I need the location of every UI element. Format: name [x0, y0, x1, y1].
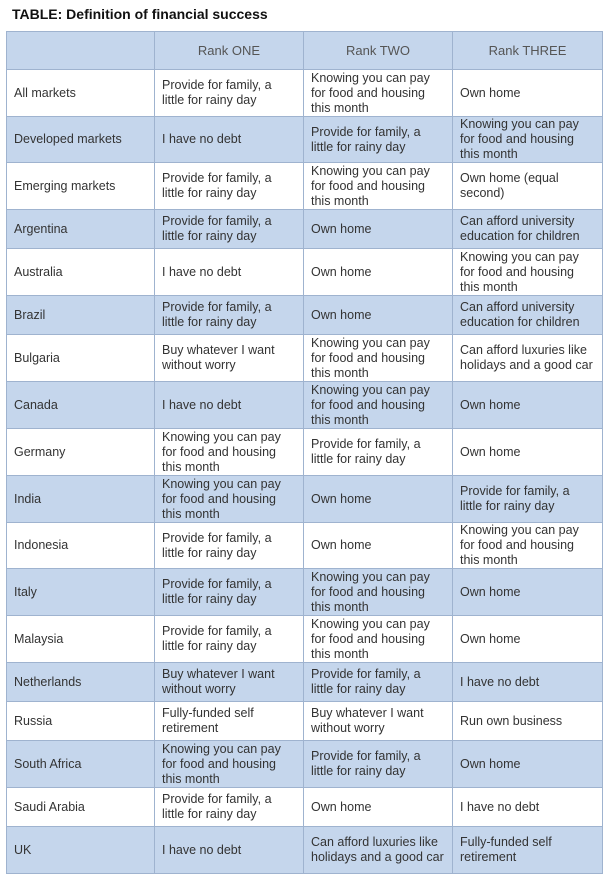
table-row [7, 382, 603, 429]
rank-three-cell: Own home [453, 382, 603, 429]
rank-one-cell: Knowing you can pay for food and housing this month [155, 476, 304, 523]
rank-two-cell: Knowing you can pay for food and housing this month [304, 70, 453, 117]
rank-three-cell: Fully-funded self retirement [453, 827, 603, 874]
rank-three-cell: Knowing you can pay for food and housing this month [453, 523, 603, 569]
table-row [7, 249, 603, 296]
table-row [7, 702, 603, 741]
table-row [7, 663, 603, 702]
rank-two-cell: Buy whatever I want without worry [304, 702, 453, 741]
column-header-rank-one: Rank ONE [155, 32, 304, 70]
rank-one-cell: I have no debt [155, 117, 304, 163]
market-cell: Saudi Arabia [7, 788, 155, 827]
rank-one-cell: Buy whatever I want without worry [155, 663, 304, 702]
rank-two-cell: Own home [304, 788, 453, 827]
table-body [7, 70, 603, 874]
market-cell: All markets [7, 70, 155, 117]
column-header-rank-three: Rank THREE [453, 32, 603, 70]
rank-one-cell: Provide for family, a little for rainy day [155, 523, 304, 569]
market-cell: Indonesia [7, 523, 155, 569]
rank-one-cell: Provide for family, a little for rainy day [155, 296, 304, 335]
rank-two-cell: Provide for family, a little for rainy day [304, 117, 453, 163]
market-cell: Netherlands [7, 663, 155, 702]
table-row [7, 827, 603, 874]
table-row [7, 523, 603, 569]
market-cell: UK [7, 827, 155, 874]
rank-one-cell: Provide for family, a little for rainy day [155, 569, 304, 616]
table-row [7, 741, 603, 788]
table-header-row [7, 32, 603, 70]
table-row [7, 616, 603, 663]
rank-two-cell: Provide for family, a little for rainy day [304, 663, 453, 702]
rank-two-cell: Own home [304, 249, 453, 296]
rank-two-cell: Own home [304, 476, 453, 523]
rank-one-cell: Fully-funded self retirement [155, 702, 304, 741]
rank-two-cell: Own home [304, 523, 453, 569]
table-row [7, 210, 603, 249]
table-row [7, 163, 603, 210]
table-row [7, 117, 603, 163]
market-cell: Emerging markets [7, 163, 155, 210]
market-cell: India [7, 476, 155, 523]
financial-success-table [6, 31, 603, 874]
table-title: TABLE: Definition of financial success [12, 6, 268, 22]
rank-one-cell: Provide for family, a little for rainy day [155, 788, 304, 827]
rank-one-cell: Knowing you can pay for food and housing this month [155, 741, 304, 788]
market-cell: Bulgaria [7, 335, 155, 382]
rank-two-cell: Provide for family, a little for rainy day [304, 741, 453, 788]
rank-two-cell: Knowing you can pay for food and housing this month [304, 335, 453, 382]
market-cell: Germany [7, 429, 155, 476]
column-header-rank-two: Rank TWO [304, 32, 453, 70]
rank-three-cell: Can afford university education for children [453, 210, 603, 249]
rank-one-cell: Provide for family, a little for rainy day [155, 210, 304, 249]
table-row [7, 70, 603, 117]
rank-three-cell: Can afford university education for children [453, 296, 603, 335]
rank-two-cell: Can afford luxuries like holidays and a good car [304, 827, 453, 874]
table-row [7, 335, 603, 382]
rank-one-cell: Provide for family, a little for rainy day [155, 163, 304, 210]
column-header-market [7, 32, 155, 70]
market-cell: Brazil [7, 296, 155, 335]
market-cell: Australia [7, 249, 155, 296]
table-row [7, 569, 603, 616]
rank-three-cell: Own home [453, 616, 603, 663]
rank-three-cell: I have no debt [453, 788, 603, 827]
rank-one-cell: Provide for family, a little for rainy day [155, 616, 304, 663]
rank-one-cell: I have no debt [155, 827, 304, 874]
rank-one-cell: I have no debt [155, 249, 304, 296]
rank-two-cell: Own home [304, 296, 453, 335]
rank-one-cell: Provide for family, a little for rainy day [155, 70, 304, 117]
rank-three-cell: Own home [453, 741, 603, 788]
market-cell: Malaysia [7, 616, 155, 663]
table-row [7, 476, 603, 523]
rank-three-cell: Can afford luxuries like holidays and a good car [453, 335, 603, 382]
market-cell: Canada [7, 382, 155, 429]
rank-one-cell: Buy whatever I want without worry [155, 335, 304, 382]
market-cell: Developed markets [7, 117, 155, 163]
rank-two-cell: Provide for family, a little for rainy day [304, 429, 453, 476]
rank-two-cell: Knowing you can pay for food and housing this month [304, 616, 453, 663]
table-row [7, 429, 603, 476]
rank-three-cell: Run own business [453, 702, 603, 741]
rank-three-cell: Own home [453, 429, 603, 476]
rank-one-cell: Knowing you can pay for food and housing this month [155, 429, 304, 476]
rank-three-cell: Own home [453, 569, 603, 616]
market-cell: Russia [7, 702, 155, 741]
rank-two-cell: Own home [304, 210, 453, 249]
rank-two-cell: Knowing you can pay for food and housing this month [304, 163, 453, 210]
table-row [7, 296, 603, 335]
rank-three-cell: Knowing you can pay for food and housing this month [453, 117, 603, 163]
rank-three-cell: Provide for family, a little for rainy day [453, 476, 603, 523]
rank-three-cell: I have no debt [453, 663, 603, 702]
rank-two-cell: Knowing you can pay for food and housing this month [304, 382, 453, 429]
market-cell: Argentina [7, 210, 155, 249]
rank-three-cell: Own home (equal second) [453, 163, 603, 210]
rank-one-cell: I have no debt [155, 382, 304, 429]
rank-three-cell: Own home [453, 70, 603, 117]
rank-two-cell: Knowing you can pay for food and housing this month [304, 569, 453, 616]
rank-three-cell: Knowing you can pay for food and housing this month [453, 249, 603, 296]
market-cell: Italy [7, 569, 155, 616]
market-cell: South Africa [7, 741, 155, 788]
table-row [7, 788, 603, 827]
